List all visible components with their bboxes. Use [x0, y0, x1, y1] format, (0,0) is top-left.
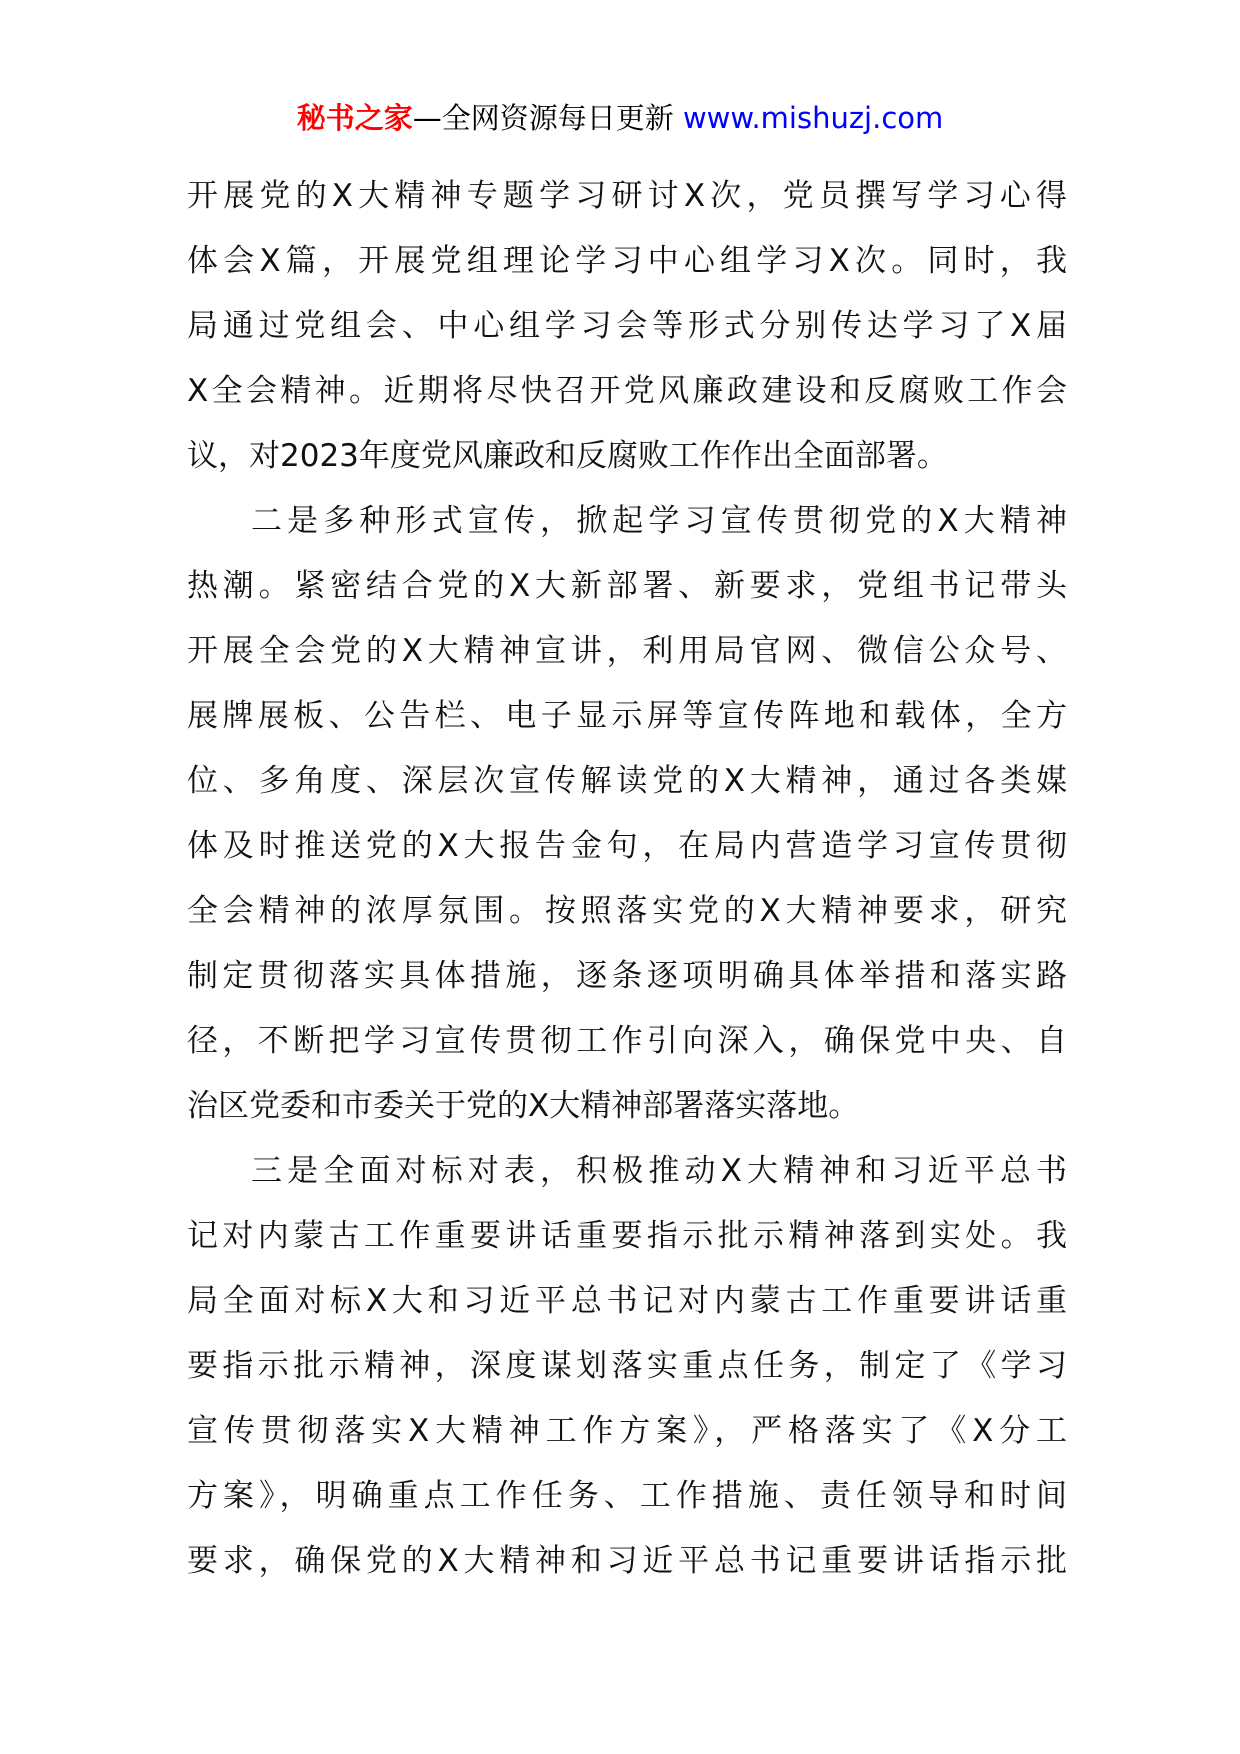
- text-line: 全会精神的浓厚氛围。按照落实党的X大精神要求，研究: [187, 893, 1067, 929]
- text-line: 体及时推送党的X大报告金句，在局内营造学习宣传贯彻: [187, 828, 1067, 864]
- text-line: 记对内蒙古工作重要讲话重要指示批示精神落到实处。我: [187, 1218, 1067, 1254]
- document-body: [187, 164, 1067, 1594]
- text-line: 局通过党组会、中心组学习会等形式分别传达学习了X届: [187, 308, 1067, 344]
- brand-name: 秘书之家: [296, 101, 413, 135]
- text-line: 位、多角度、深层次宣传解读党的X大精神，通过各类媒: [187, 763, 1067, 799]
- text-line: 方案》，明确重点工作任务、工作措施、责任领导和时间: [187, 1478, 1067, 1514]
- text-line: 二是多种形式宣传，掀起学习宣传贯彻党的X大精神: [251, 503, 1067, 539]
- text-line: 径，不断把学习宣传贯彻工作引向深入，确保党中央、自: [187, 1023, 1067, 1059]
- text-line: 要求，确保党的X大精神和习近平总书记重要讲话指示批: [187, 1543, 1067, 1579]
- text-line: 治区党委和市委关于党的X大精神部署落实落地。: [187, 1088, 860, 1124]
- text-line: 要指示批示精神，深度谋划落实重点任务，制定了《学习: [187, 1348, 1067, 1384]
- text-line: 宣传贯彻落实X大精神工作方案》，严格落实了《X分工: [187, 1413, 1067, 1449]
- text-line: 制定贯彻落实具体措施，逐条逐项明确具体举措和落实路: [187, 958, 1067, 994]
- text-line: 开展党的X大精神专题学习研讨X次，党员撰写学习心得: [187, 178, 1067, 214]
- site-header: [0, 98, 1240, 138]
- text-line: 热潮。紧密结合党的X大新部署、新要求，党组书记带头: [187, 568, 1067, 604]
- text-line: 开展全会党的X大精神宣讲，利用局官网、微信公众号、: [187, 633, 1067, 669]
- text-line: 局全面对标X大和习近平总书记对内蒙古工作重要讲话重: [187, 1283, 1067, 1319]
- text-line: 体会X篇，开展党组理论学习中心组学习X次。同时，我: [187, 243, 1067, 279]
- text-line: 议，对2023年度党风廉政和反腐败工作作出全面部署。: [187, 438, 948, 474]
- header-tagline: —全网资源每日更新: [412, 101, 674, 135]
- site-url-link[interactable]: www.mishuzj.com: [682, 101, 944, 135]
- text-line: 展牌展板、公告栏、电子显示屏等宣传阵地和载体，全方: [187, 698, 1067, 734]
- text-line: X全会精神。近期将尽快召开党风廉政建设和反腐败工作会: [187, 373, 1067, 409]
- text-line: 三是全面对标对表，积极推动X大精神和习近平总书: [251, 1153, 1067, 1189]
